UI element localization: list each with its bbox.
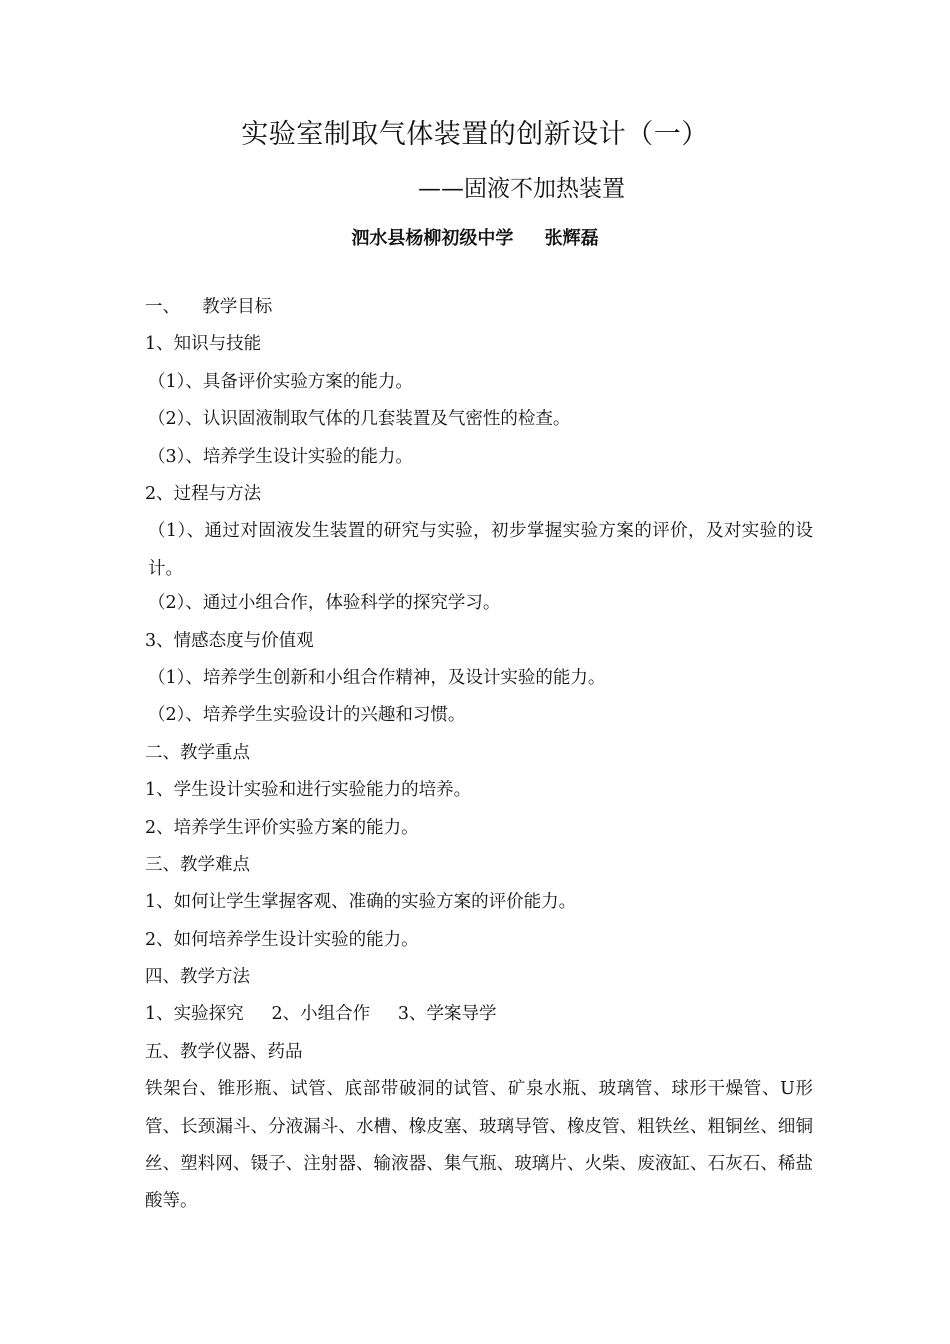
author-line: 泗水县杨柳初级中学 张辉磊 [351, 228, 599, 249]
list-item: 1、学生设计实验和进行实验能力的培养。 [145, 780, 472, 801]
list-item: （2）、认识固液制取气体的几套装置及气密性的检查。 [148, 409, 571, 430]
list-item: （2）、通过小组合作，体验科学的探究学习。 [148, 593, 501, 614]
list-item: （1）、具备评价实验方案的能力。 [148, 371, 413, 392]
list-item-paragraph: （1）、通过对固液发生装置的研究与实验，初步掌握实验方案的评价，及对实验的设计。 [148, 521, 813, 579]
section-heading-goals: 一、 教学目标 [145, 297, 273, 317]
section-heading-methods: 四、教学方法 [145, 967, 250, 988]
list-item: （3）、培养学生设计实验的能力。 [148, 446, 413, 467]
list-item: 1、如何让学生掌握客观、准确的实验方案的评价能力。 [145, 892, 577, 913]
section-heading-key-points: 二、教学重点 [145, 742, 250, 763]
equipment-paragraph: 铁架台、锥形瓶、试管、底部带破洞的试管、矿泉水瓶、玻璃管、球形干燥管、U形管、长颈漏斗、分液漏斗、水槽、橡皮塞、玻璃导管、橡皮管、粗铁丝、粗铜丝、细铜丝、塑料网、镊子、注射器、输液器、集气瓶、玻璃片、火柴、废液缸、石灰石、稀盐酸等。 [145, 1079, 813, 1212]
section-heading-difficulties: 三、教学难点 [145, 854, 250, 875]
methods-line: 1、实验探究 2、小组合作 3、学案导学 [145, 1004, 497, 1025]
document-subtitle: ——固液不加热装置 [418, 176, 625, 202]
list-item: （1）、培养学生创新和小组合作精神，及设计实验的能力。 [148, 667, 606, 688]
list-item: 2、培养学生评价实验方案的能力。 [145, 817, 419, 838]
list-item: （2）、培养学生实验设计的兴趣和习惯。 [148, 705, 466, 726]
section-heading-equipment: 五、教学仪器、药品 [145, 1041, 303, 1062]
document-body [145, 292, 813, 1221]
subheading-emotion: 3、情感态度与价值观 [145, 630, 314, 651]
subheading-process: 2、过程与方法 [145, 483, 262, 504]
subheading-knowledge: 1、知识与技能 [145, 334, 262, 355]
list-item: 2、如何培养学生设计实验的能力。 [145, 929, 419, 950]
document-title: 实验室制取气体装置的创新设计（一） [241, 119, 709, 150]
